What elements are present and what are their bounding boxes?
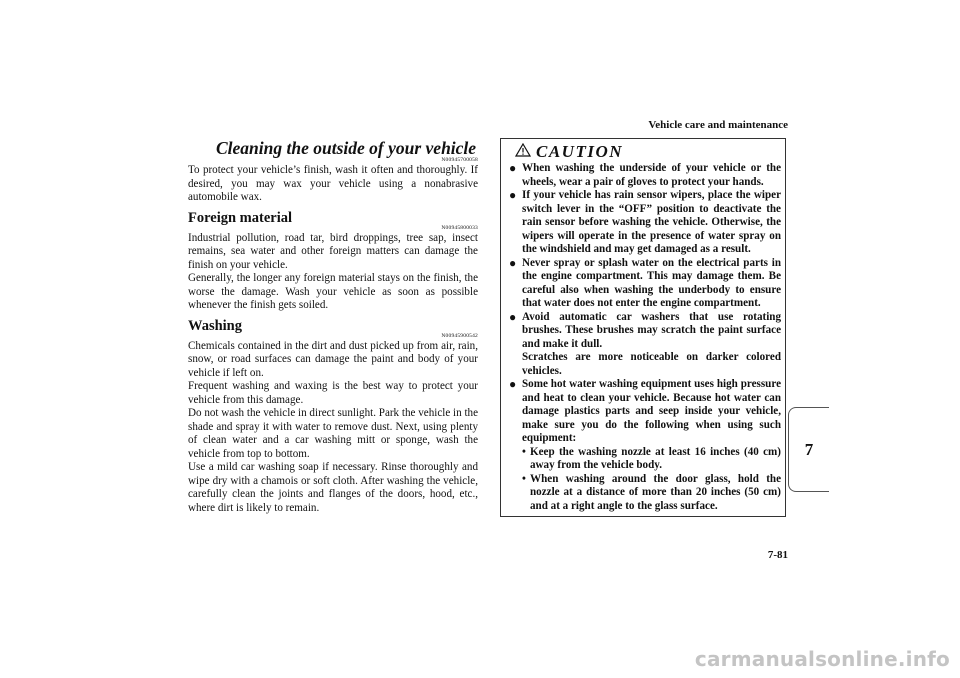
caution-subitem-text: Keep the washing nozzle at least 16 inches (40 cm) away from the vehicle body.	[530, 445, 781, 471]
caution-item	[509, 378, 781, 513]
chapter-tab: 7	[788, 407, 829, 492]
subheading-washing: Washing	[188, 317, 242, 334]
caution-text: Some hot water washing equipment uses high pressure and heat to clean your vehicle. Because hot water can damage plastics parts and seep inside your vehicle, make sure you do the following when using such equipment:	[522, 378, 781, 444]
bullet: ●	[509, 377, 517, 391]
caution-text: When washing the underside of your vehicle or the wheels, wear a pair of gloves to protect your hands.	[522, 162, 781, 188]
running-header: Vehicle care and maintenance	[648, 119, 788, 131]
paragraph: Frequent washing and waxing is the best way to protect your vehicle from this damage.	[188, 380, 478, 406]
bullet: ●	[509, 188, 517, 202]
caution-subitem	[522, 473, 781, 514]
section-code: N00945700058	[441, 157, 478, 163]
caution-item	[509, 311, 781, 379]
paragraph: Do not wash the vehicle in direct sunlight. Park the vehicle in the shade and spray it with water to remove dust. Next, using plenty of clean water and a car washing mitt or sponge, wash the vehicle from top to bottom.	[188, 407, 478, 460]
page-number: 7-81	[767, 549, 788, 561]
warning-triangle-icon	[515, 143, 531, 162]
caution-header	[501, 139, 785, 162]
bullet: ●	[509, 255, 517, 270]
caution-title: CAUTION	[536, 142, 624, 161]
caution-item	[509, 189, 781, 257]
paragraph: Chemicals contained in the dirt and dust picked up from air, rain, snow, or road surfaces can damage the paint and body of your vehicle if left on.	[188, 339, 478, 379]
intro-paragraph: To protect your vehicle’s finish, wash it often and thoroughly. If desired, you may wax your vehicle using a nonabrasive automobile wax.	[188, 164, 478, 203]
paragraph: Generally, the longer any foreign material stays on the finish, the worse the damage. Wash your vehicle as soon as possible whenever the finish gets soiled.	[188, 272, 478, 311]
left-column	[188, 138, 478, 515]
subheading-code: N00945800033	[441, 224, 478, 231]
paragraph: Use a mild car washing soap if necessary. Rinse thoroughly and wipe dry with a chamois or soft cloth. After washing the vehicle, carefully clean the joints and flanges of the doors, hood, etc., where dirt is likely to remain.	[188, 461, 478, 514]
bullet: ●	[509, 309, 517, 324]
watermark: carmanualsonline.info	[694, 647, 950, 671]
caution-subitem-text: When washing around the door glass, hold the nozzle at a distance of more than 20 inches (50 cm) and at a right angle to the glass surface.	[530, 472, 781, 512]
caution-box	[500, 138, 786, 517]
sub-bullet: •	[522, 472, 526, 485]
caution-list	[501, 162, 785, 513]
subheading-code: N00945900542	[441, 332, 478, 339]
caution-text: If your vehicle has rain sensor wipers, place the wiper switch lever in the “OFF” position to deactivate the rain sensor before washing the vehicle. Otherwise, the wipers will operate in the presence of water spray on the windshield and may get damaged as a result.	[522, 189, 781, 255]
caution-text: Avoid automatic car washers that use rotating brushes. These brushes may scratch the paint surface and make it dull.	[522, 310, 781, 350]
caution-text: Scratches are more noticeable on darker colored vehicles.	[522, 351, 781, 377]
caution-item	[509, 162, 781, 189]
bullet: ●	[509, 161, 517, 175]
caution-subitem	[522, 446, 781, 473]
sub-bullet: •	[522, 445, 526, 458]
caution-text: Never spray or splash water on the electrical parts in the engine compartment. This may damage them. Be careful also when washing the underbody to ensure that water does not enter the engine compartment.	[522, 256, 781, 309]
subheading-foreign-material: Foreign material	[188, 209, 293, 226]
caution-item	[509, 257, 781, 311]
paragraph: Industrial pollution, road tar, bird droppings, tree sap, insect remains, sea water and other foreign matters can damage the finish on your vehicle.	[188, 231, 478, 271]
section-title: Cleaning the outside of your vehicle	[216, 138, 477, 158]
